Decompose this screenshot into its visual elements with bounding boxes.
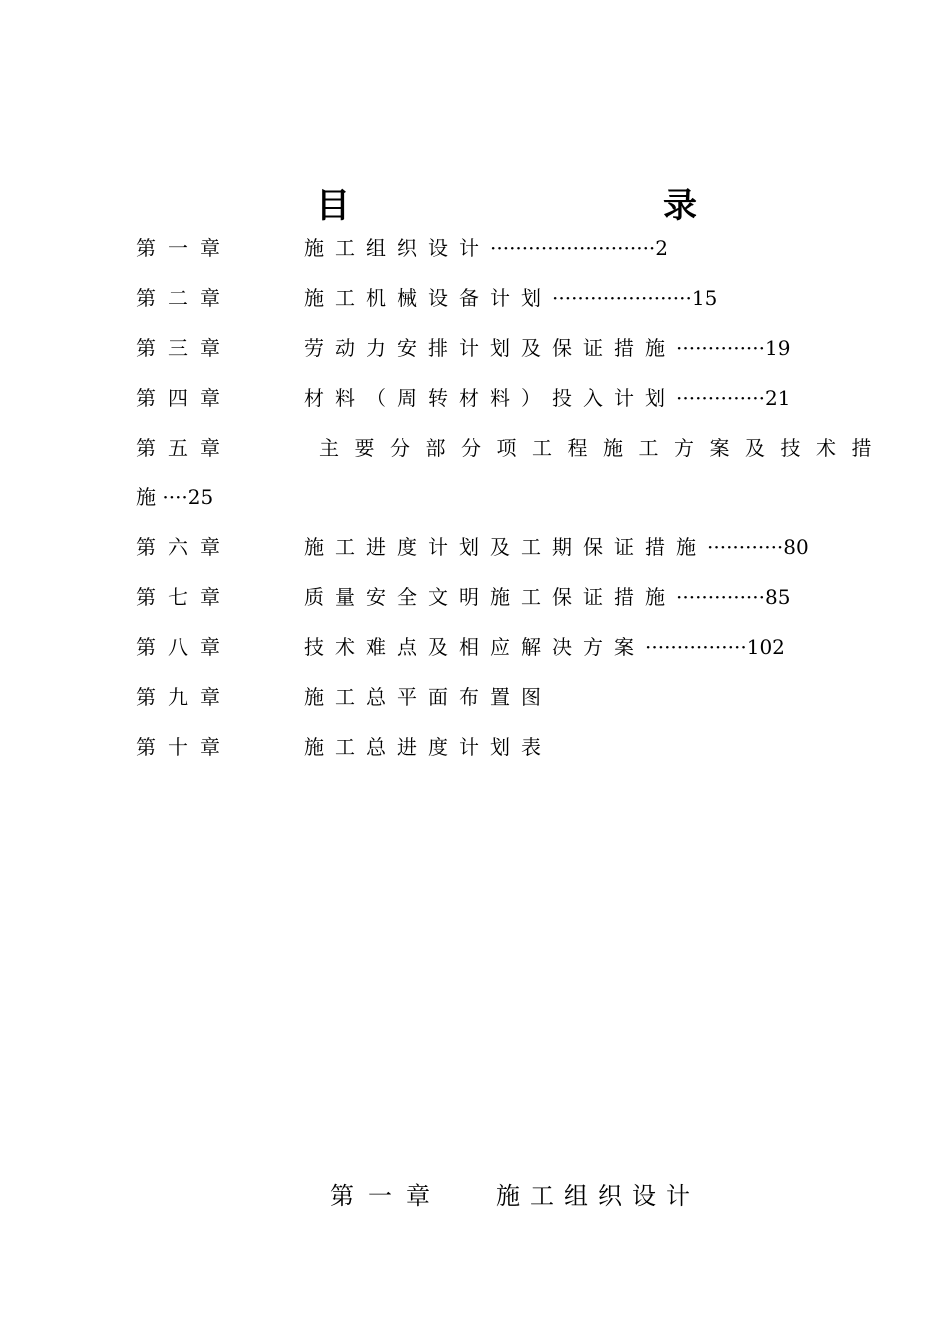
toc-entry-title: 质量安全文明施工保证措施 [304,585,676,609]
toc-entry-5-continuation[interactable] [136,482,213,512]
toc-title-part1: 目 [316,186,350,226]
toc-title [0,178,950,226]
toc-chapter-label: 第十章 [136,735,232,759]
toc-page-number: 80 [783,535,809,559]
chapter-heading [0,1176,950,1216]
toc-entry-line [304,383,790,413]
chapter-title: 施工组织设计 [496,1182,700,1210]
toc-chapter-label: 第八章 [136,635,232,659]
toc-chapter-label: 第二章 [136,286,232,310]
toc-leader-dots: ·············· [676,386,766,410]
toc-entry-title: 技术难点及相应解决方案 [304,635,645,659]
toc-entry-line [304,632,785,662]
toc-chapter-label: 第六章 [136,535,232,559]
toc-chapter-label: 第七章 [136,585,232,609]
toc-entry-5[interactable] [136,433,916,463]
toc-entry-title-continuation: 施 [136,485,156,509]
toc-entry-line [304,732,552,762]
toc-entry-title: 主要分部分项工程施工方案及技术措 [319,436,887,460]
toc-page-number: 21 [765,386,791,410]
toc-page-number: 85 [765,585,791,609]
toc-leader-dots: ············ [707,535,784,559]
toc-entry-title: 施工组织设计 [304,236,490,260]
toc-entry-title: 劳动力安排计划及保证措施 [304,336,676,360]
toc-leader-dots: ·············· [676,585,766,609]
toc-leader-dots: ······················ [552,286,692,310]
toc-entry-line [304,233,668,263]
toc-leader-dots: ·············· [676,336,766,360]
toc-page-number: 102 [746,635,785,659]
toc-chapter-label: 第一章 [136,236,232,260]
toc-entry-line [304,333,790,363]
toc-chapter-label: 第三章 [136,336,232,360]
toc-page-number: 19 [765,336,791,360]
toc-entry-title: 施工总进度计划表 [304,735,552,759]
toc-chapter-label: 第九章 [136,685,232,709]
toc-chapter-label: 第五章 [136,436,232,460]
toc-chapter-label: 第四章 [136,386,232,410]
toc-page-number: 2 [655,236,669,260]
toc-leader-dots: ···· [162,485,188,509]
toc-entry-title: 施工进度计划及工期保证措施 [304,535,707,559]
toc-title-part2: 录 [663,186,697,226]
toc-leader-dots: ·························· [490,236,656,260]
toc-leader-dots: ················ [645,635,747,659]
toc-entry-line [304,532,809,562]
toc-entry-title: 施工机械设备计划 [304,286,552,310]
toc-entry-title: 材料（周转材料）投入计划 [304,386,676,410]
toc-entry-line [304,582,790,612]
toc-entry-line [304,682,552,712]
toc-page-number: 15 [691,286,718,310]
chapter-number: 第一章 [330,1182,444,1210]
toc-page-number: 25 [187,485,214,509]
toc-entry-line [304,283,717,313]
toc-entry-title: 施工总平面布置图 [304,685,552,709]
